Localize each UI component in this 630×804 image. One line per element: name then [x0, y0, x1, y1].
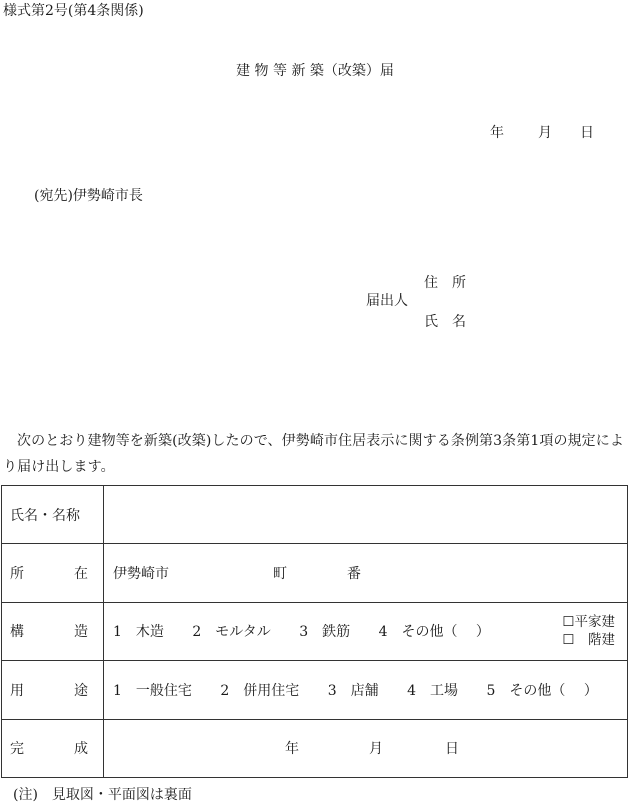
usage-label-cell [2, 661, 104, 719]
usage-option-mixed[interactable]: 2 併用住宅 [220, 682, 300, 699]
table-row-structure [2, 602, 628, 660]
single-story-checkbox[interactable]: ☐平家建 [562, 614, 615, 631]
usage-label-char-2: 途 [74, 682, 88, 699]
usage-option-factory[interactable]: 4 工場 [407, 682, 459, 699]
applicant-label: 届出人 [366, 293, 408, 309]
completion-month: 月 [369, 741, 383, 758]
usage-value-cell [104, 661, 628, 719]
structure-label-char-2: 造 [74, 624, 88, 641]
name-label-cell [2, 486, 104, 544]
usage-option-store[interactable]: 3 店舗 [327, 682, 379, 699]
document-title: 建 物 等 新 築（改築）届 [236, 63, 394, 79]
table-row-name [2, 486, 628, 544]
completion-label-char-1: 完 [10, 741, 24, 758]
location-town: 町 [273, 566, 287, 583]
table-row-completion [2, 719, 628, 777]
completion-label-char-2: 成 [74, 741, 88, 758]
name-label: 氏名・名称 [10, 507, 80, 524]
table-row-location [2, 544, 628, 602]
submission-date [490, 122, 594, 142]
structure-option-other[interactable]: 4 その他（ ） [378, 624, 490, 641]
completion-label-cell [2, 719, 104, 777]
date-year: 年 [490, 125, 504, 141]
usage-option-residence[interactable]: 1 一般住宅 [113, 682, 192, 699]
completion-day: 日 [445, 741, 459, 758]
usage-option-other[interactable]: 5 その他（ ） [486, 682, 598, 699]
footnote: (注) 見取図・平面図は裏面 [13, 787, 192, 803]
completion-value-cell[interactable] [104, 719, 628, 777]
structure-option-steel[interactable]: 3 鉄筋 [299, 624, 351, 641]
location-number: 番 [347, 566, 361, 583]
building-info-table [1, 485, 628, 778]
structure-option-mortar[interactable]: 2 モルタル [192, 624, 271, 641]
location-label-cell [2, 544, 104, 602]
structure-option-wood[interactable]: 1 木造 [113, 624, 164, 641]
structure-value-cell [104, 602, 628, 660]
applicant-name-label: 氏 名 [424, 314, 466, 330]
addressee: (宛先)伊勢崎市長 [34, 188, 143, 204]
body-text: 次のとおり建物等を新築(改築)したので、伊勢崎市住居表示に関する条例第3条第1項の規定により届け出します。 [3, 433, 624, 475]
date-month: 月 [538, 125, 552, 141]
applicant-address-label: 住 所 [424, 275, 466, 291]
completion-year: 年 [285, 741, 299, 758]
usage-label-char-1: 用 [10, 682, 24, 699]
structure-label-cell [2, 602, 104, 660]
location-label-char-2: 在 [74, 566, 88, 583]
date-day: 日 [580, 125, 594, 141]
multi-story-checkbox[interactable]: ☐ 階建 [562, 632, 615, 649]
table-row-usage [2, 661, 628, 719]
form-number: 様式第2号(第4条関係) [3, 3, 144, 19]
structure-label-char-1: 構 [10, 624, 24, 641]
name-value-cell[interactable] [104, 486, 628, 544]
location-city: 伊勢崎市 [113, 566, 169, 583]
location-value-cell[interactable] [104, 544, 628, 602]
location-label-char-1: 所 [10, 566, 24, 583]
